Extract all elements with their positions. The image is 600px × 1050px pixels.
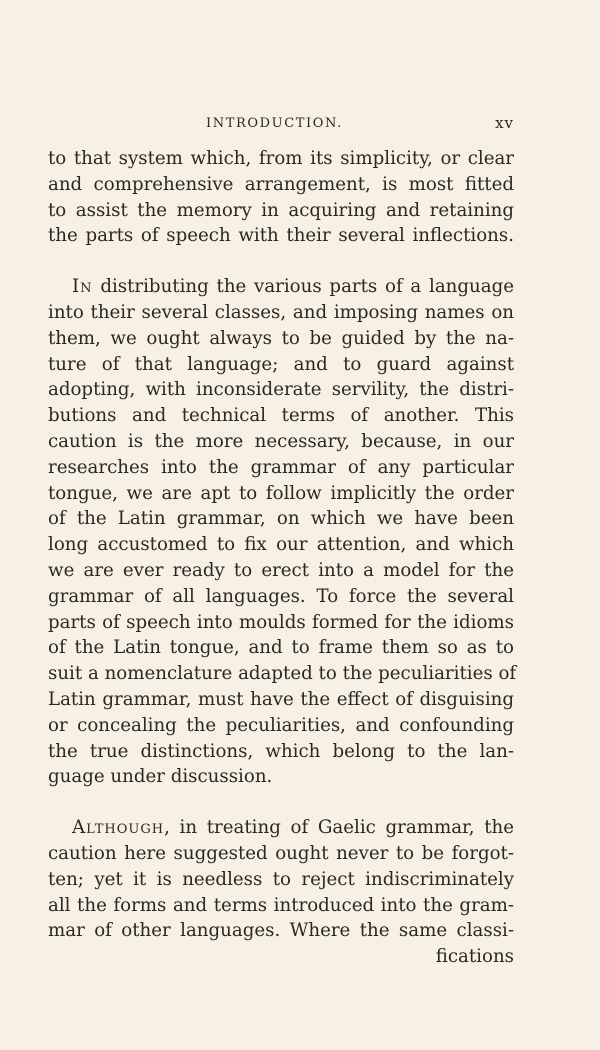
text-line: to assist the memory in acquiring and retaining — [48, 199, 514, 221]
text-line: them, we ought always to be guided by the na- — [48, 327, 514, 349]
running-head: INTRODUCTION. — [206, 116, 343, 131]
paragraph-1 — [48, 146, 514, 249]
opening-line-rest: distributing the various parts of a language — [92, 276, 514, 298]
text-line: suit a nomenclature adapted to the peculiarities of — [48, 663, 517, 685]
text-line: tongue, we are apt to follow implicitly the order — [48, 482, 514, 504]
opening-line-rest: , in treating of Gaelic grammar, the — [164, 817, 514, 839]
text-line: grammar of all languages. To force the several — [48, 585, 514, 607]
opening-word: In — [72, 276, 93, 298]
text-line: the parts of speech with their several inflections. — [48, 225, 514, 247]
text-line: long accustomed to fix our attention, and which — [48, 534, 514, 556]
text-line: caution here suggested ought never to be forgot- — [48, 842, 514, 864]
text-line: mar of other languages. Where the same classi- — [48, 920, 514, 942]
page-body — [48, 146, 517, 970]
text-line: ten; yet it is needless to reject indiscriminately — [48, 868, 514, 890]
text-line: caution is the more necessary, because, in our — [48, 430, 514, 452]
text-line: ture of that language; and to guard against — [48, 353, 514, 375]
page-number: xv — [495, 114, 514, 132]
page-header — [48, 110, 514, 134]
text-line: or concealing the peculiarities, and confounding — [48, 714, 514, 736]
text-line: the true distinctions, which belong to the lan- — [48, 740, 514, 762]
text-line: to that system which, from its simplicity, or clear — [48, 148, 514, 169]
text-line: adopting, with inconsiderate servility, the distri- — [48, 379, 514, 401]
text-line: researches into the grammar of any particular — [48, 456, 514, 478]
catchword: fications — [435, 946, 514, 968]
text-line: into their several classes, and imposing names on — [48, 301, 514, 323]
text-line: we are ever ready to erect into a model for the — [48, 559, 514, 581]
text-line: of the Latin grammar, on which we have been — [48, 508, 514, 530]
paragraph-3 — [48, 815, 514, 970]
text-line-first — [48, 815, 514, 841]
text-line: of the Latin tongue, and to frame them so as to — [48, 637, 514, 659]
text-line: Latin grammar, must have the effect of disguising — [48, 688, 514, 710]
paragraph-2 — [48, 274, 517, 790]
text-line: all the forms and terms introduced into the gram- — [48, 894, 514, 916]
text-line: parts of speech into moulds formed for the idioms — [48, 611, 514, 633]
text-line: and comprehensive arrangement, is most fitted — [48, 173, 514, 195]
text-line-first — [48, 274, 514, 300]
text-line: guage under discussion. — [48, 766, 273, 788]
text-line: butions and technical terms of another. This — [48, 405, 514, 427]
opening-word: Although — [72, 817, 165, 839]
